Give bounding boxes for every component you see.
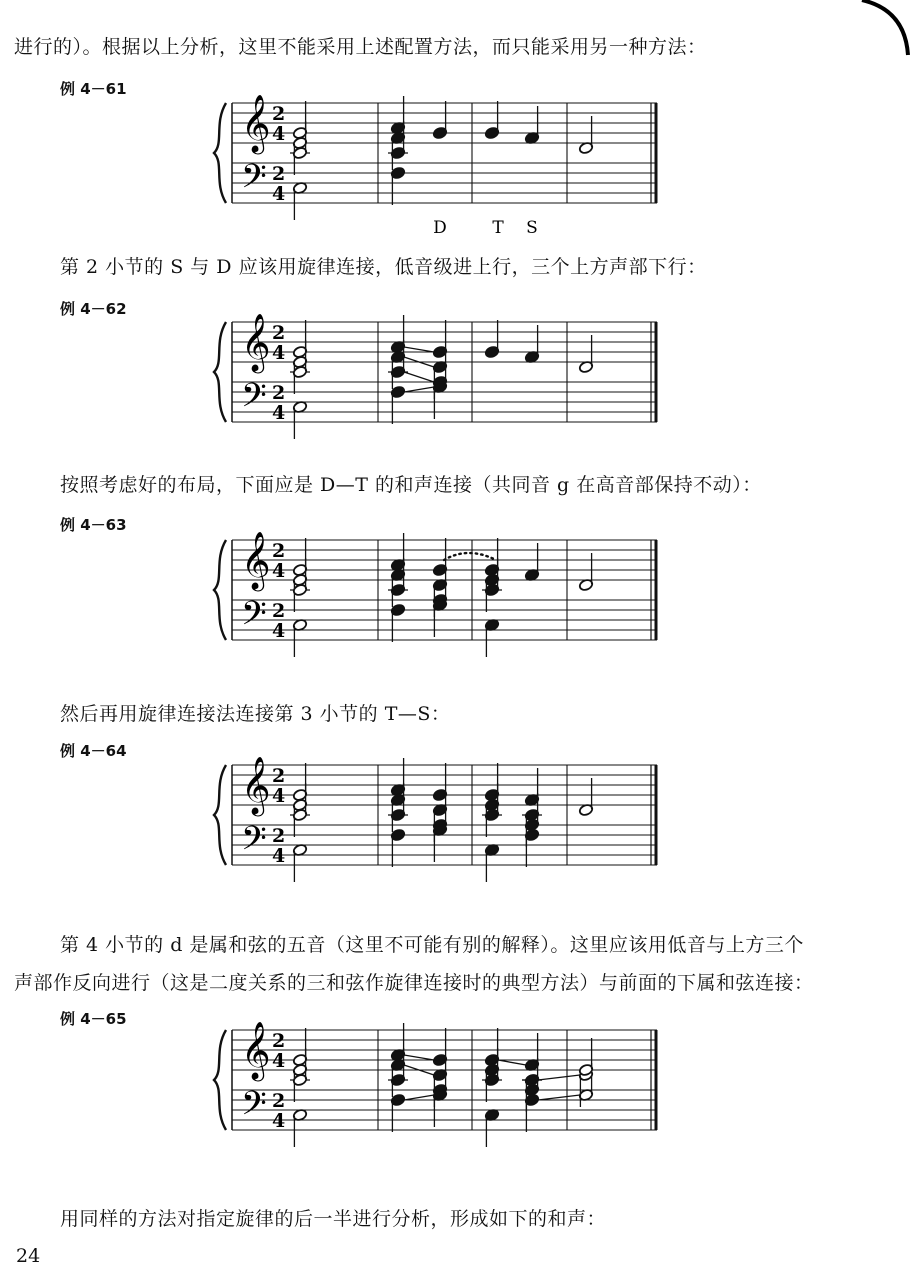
bass-clef: 𝄢 — [241, 158, 267, 204]
voice-leading-line — [538, 1095, 580, 1100]
treble-time-signature-bottom: 4 — [272, 342, 286, 364]
function-label: T — [492, 218, 504, 238]
treble-clef: 𝄞 — [241, 314, 271, 371]
example-label-4-61: 例 4－61 — [60, 80, 127, 98]
bass-time-signature-bottom: 4 — [272, 845, 286, 867]
voice-leading-line — [404, 347, 434, 352]
common-tone-dotted-tie — [444, 553, 496, 560]
treble-clef: 𝄞 — [241, 1022, 271, 1079]
treble-time-signature-top: 2 — [272, 1030, 286, 1052]
page-number: 24 — [16, 1245, 41, 1267]
treble-clef: 𝄞 — [241, 95, 271, 152]
treble-time-signature-top: 2 — [272, 103, 286, 125]
bass-clef: 𝄢 — [241, 820, 267, 866]
bass-clef: 𝄢 — [241, 595, 267, 641]
brace — [214, 1030, 226, 1130]
treble-time-signature-top: 2 — [272, 765, 286, 787]
paragraph-4: 然后再用旋律连接法连接第 3 小节的 T—S： — [60, 703, 451, 725]
voice-leading-line — [498, 1060, 526, 1065]
paragraph-5: 第 4 小节的 d 是属和弦的五音（这里不可能有别的解释）。这里应该用低音与上方三个 — [60, 934, 804, 956]
function-label: S — [526, 218, 538, 238]
brace — [214, 540, 226, 640]
brace — [214, 322, 226, 422]
treble-clef: 𝄞 — [241, 757, 271, 814]
treble-time-signature-bottom: 4 — [272, 123, 286, 145]
treble-time-signature-bottom: 4 — [272, 785, 286, 807]
bass-time-signature-bottom: 4 — [272, 620, 286, 642]
treble-clef: 𝄞 — [241, 532, 271, 589]
bass-time-signature-bottom: 4 — [272, 183, 286, 205]
bass-time-signature-bottom: 4 — [272, 1110, 286, 1132]
bass-clef: 𝄢 — [241, 377, 267, 423]
bass-time-signature-top: 2 — [272, 382, 286, 404]
voice-leading-line — [404, 387, 434, 392]
paragraph-3: 按照考虑好的布局，下面应是 D—T 的和声连接（共同音 g 在高音部保持不动）： — [60, 474, 762, 496]
bass-time-signature-top: 2 — [272, 1090, 286, 1112]
score-example-4-61 — [0, 95, 911, 240]
score-example-4-62 — [0, 314, 911, 444]
paragraph-2: 第 2 小节的 S 与 D 应该用旋律连接，低音级进上行，三个上方声部下行： — [60, 256, 707, 278]
voice-leading-line — [404, 1095, 434, 1100]
voice-leading-line — [538, 1075, 580, 1080]
score-example-4-63 — [0, 532, 911, 662]
treble-time-signature-bottom: 4 — [272, 1050, 286, 1072]
voice-leading-line — [404, 372, 434, 382]
paragraph-1: 进行的）。根据以上分析，这里不能采用上述配置方法，而只能采用另一种方法： — [14, 36, 707, 58]
example-label-4-62: 例 4－62 — [60, 300, 127, 318]
example-label-4-63: 例 4－63 — [60, 516, 127, 534]
voice-leading-line — [404, 1055, 434, 1060]
bass-time-signature-bottom: 4 — [272, 402, 286, 424]
score-example-4-65 — [0, 1022, 911, 1172]
treble-time-signature-bottom: 4 — [272, 560, 286, 582]
score-example-4-64 — [0, 757, 911, 887]
bass-clef: 𝄢 — [241, 1085, 267, 1131]
function-label: D — [433, 218, 447, 238]
bass-time-signature-top: 2 — [272, 600, 286, 622]
example-label-4-65: 例 4－65 — [60, 1010, 127, 1028]
example-label-4-64: 例 4－64 — [60, 742, 127, 760]
treble-time-signature-top: 2 — [272, 540, 286, 562]
paragraph-6: 声部作反向进行（这是二度关系的三和弦作旋律连接时的典型方法）与前面的下属和弦连接： — [14, 972, 814, 994]
paragraph-7: 用同样的方法对指定旋律的后一半进行分析，形成如下的和声： — [60, 1208, 607, 1230]
bass-time-signature-top: 2 — [272, 825, 286, 847]
brace — [214, 103, 226, 203]
treble-time-signature-top: 2 — [272, 322, 286, 344]
brace — [214, 765, 226, 865]
bass-time-signature-top: 2 — [272, 163, 286, 185]
